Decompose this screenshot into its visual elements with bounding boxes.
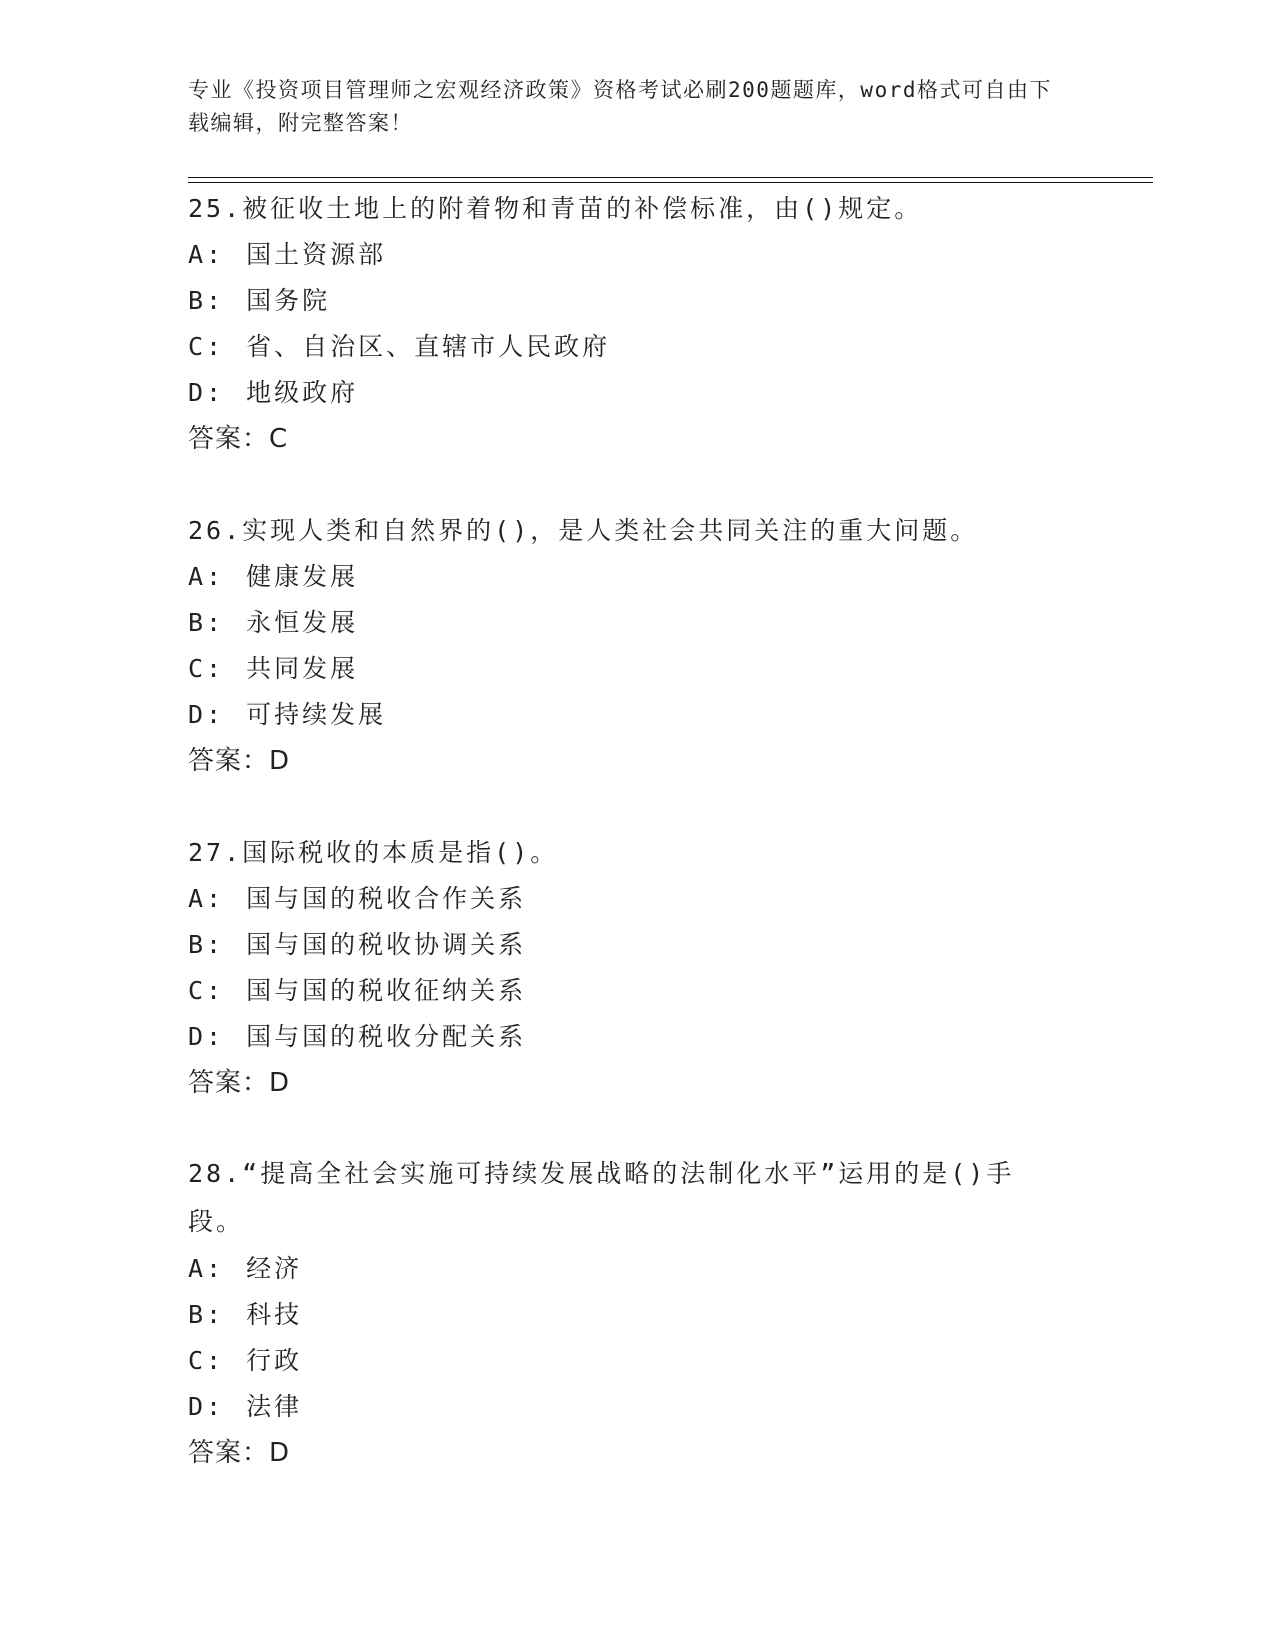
option-text: 国与国的税收协调关系 xyxy=(246,930,527,959)
option-text: 国务院 xyxy=(246,286,331,315)
option-letter: A: xyxy=(188,562,225,591)
option-letter: B: xyxy=(188,286,225,315)
option-letter: A: xyxy=(188,1254,225,1283)
option-b xyxy=(188,922,1088,968)
option-text: 国与国的税收合作关系 xyxy=(246,884,527,913)
option-d xyxy=(188,1014,1088,1060)
document-header: 专业《投资项目管理师之宏观经济政策》资格考试必刷200题题库，word格式可自由下载编辑，附完整答案！ xyxy=(188,78,1052,135)
option-text: 地级政府 xyxy=(246,378,359,407)
option-text: 国土资源部 xyxy=(246,240,387,269)
option-letter: D: xyxy=(188,378,225,407)
option-d xyxy=(188,692,1088,738)
option-text: 国与国的税收分配关系 xyxy=(246,1022,527,1051)
header-divider-top xyxy=(188,177,1153,178)
option-letter: A: xyxy=(188,884,225,913)
option-letter: B: xyxy=(188,608,225,637)
answer-label: 答案：C xyxy=(188,424,289,454)
question-stem: 27.国际税收的本质是指()。 xyxy=(188,838,559,867)
question-stem: 28.“提高全社会实施可持续发展战略的法制化水平”运用的是()手段。 xyxy=(188,1159,1015,1236)
option-a xyxy=(188,232,1088,278)
option-text: 健康发展 xyxy=(246,562,359,591)
question-25 xyxy=(188,186,1088,462)
option-text: 永恒发展 xyxy=(246,608,359,637)
option-text: 法律 xyxy=(246,1392,303,1421)
option-letter: C: xyxy=(188,654,225,683)
option-text: 国与国的税收征纳关系 xyxy=(246,976,527,1005)
option-c xyxy=(188,968,1088,1014)
option-text: 共同发展 xyxy=(246,654,359,683)
option-b xyxy=(188,278,1088,324)
option-letter: C: xyxy=(188,976,225,1005)
option-d xyxy=(188,1384,1088,1430)
question-stem: 26.实现人类和自然界的()，是人类社会共同关注的重大问题。 xyxy=(188,516,979,545)
option-d xyxy=(188,370,1088,416)
option-text: 科技 xyxy=(246,1300,303,1329)
answer-label: 答案：D xyxy=(188,1438,291,1468)
option-c xyxy=(188,324,1088,370)
option-b xyxy=(188,600,1088,646)
option-letter: D: xyxy=(188,700,225,729)
option-text: 行政 xyxy=(246,1346,303,1375)
option-text: 省、自治区、直辖市人民政府 xyxy=(246,332,611,361)
option-c xyxy=(188,1338,1088,1384)
option-a xyxy=(188,1246,1088,1292)
answer-label: 答案：D xyxy=(188,746,291,776)
option-letter: B: xyxy=(188,930,225,959)
question-26 xyxy=(188,508,1088,784)
option-b xyxy=(188,1292,1088,1338)
answer-label: 答案：D xyxy=(188,1068,291,1098)
option-letter: D: xyxy=(188,1392,225,1421)
question-27 xyxy=(188,830,1088,1106)
option-letter: D: xyxy=(188,1022,225,1051)
option-text: 可持续发展 xyxy=(246,700,387,729)
option-letter: A: xyxy=(188,240,225,269)
option-a xyxy=(188,554,1088,600)
option-text: 经济 xyxy=(246,1254,303,1283)
option-letter: C: xyxy=(188,1346,225,1375)
option-a xyxy=(188,876,1088,922)
header-divider-bottom xyxy=(188,182,1153,183)
option-c xyxy=(188,646,1088,692)
option-letter: C: xyxy=(188,332,225,361)
option-letter: B: xyxy=(188,1300,225,1329)
question-28 xyxy=(188,1150,1088,1476)
question-stem: 25.被征收土地上的附着物和青苗的补偿标准，由()规定。 xyxy=(188,194,923,223)
